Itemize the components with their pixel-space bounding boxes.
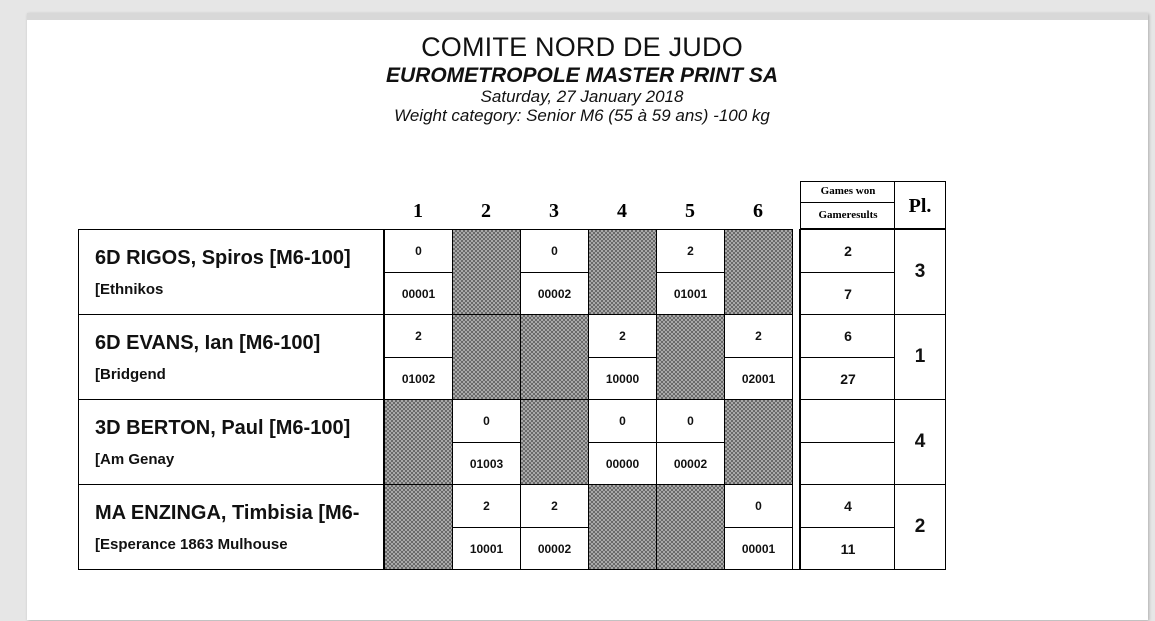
player-cell bbox=[78, 314, 384, 400]
match-result-code: 00001 bbox=[401, 286, 436, 301]
game-results-value bbox=[801, 442, 895, 485]
match-cell bbox=[452, 484, 521, 570]
match-result-code: 01002 bbox=[401, 371, 436, 386]
blocked-cell bbox=[724, 229, 793, 315]
place-value: 4 bbox=[894, 399, 946, 485]
blocked-cell bbox=[588, 484, 657, 570]
match-result-code: 00002 bbox=[673, 456, 708, 471]
blocked-cell bbox=[520, 399, 589, 485]
match-result-code: 00002 bbox=[537, 286, 572, 301]
blocked-cell bbox=[724, 399, 793, 485]
column-number: 6 bbox=[753, 200, 763, 222]
match-result-code: 00000 bbox=[605, 456, 640, 471]
match-cell bbox=[724, 484, 793, 570]
place-value: 3 bbox=[894, 229, 946, 315]
player-name: MA ENZINGA, Timbisia [M6- bbox=[95, 502, 360, 524]
match-score: 0 bbox=[657, 400, 724, 443]
match-score: 2 bbox=[385, 315, 452, 358]
games-won-cell bbox=[800, 229, 895, 315]
match-result-code: 02001 bbox=[741, 371, 776, 386]
games-won-label: Games won bbox=[801, 185, 895, 203]
place-value: 2 bbox=[894, 484, 946, 570]
games-won-value: 4 bbox=[801, 485, 895, 528]
match-score: 0 bbox=[521, 230, 588, 273]
player-club: [Ethnikos bbox=[95, 281, 164, 298]
games-won-value: 2 bbox=[801, 230, 895, 273]
games-won-header bbox=[800, 181, 895, 229]
match-cell bbox=[724, 314, 793, 400]
match-score: 2 bbox=[453, 485, 520, 528]
score-sheet-page bbox=[27, 13, 1148, 620]
blocked-cell bbox=[656, 314, 725, 400]
match-cell bbox=[588, 314, 657, 400]
games-won-cell bbox=[800, 484, 895, 570]
match-result-code: 00001 bbox=[741, 541, 776, 556]
match-score: 0 bbox=[589, 400, 656, 443]
match-result-code: 01001 bbox=[673, 286, 708, 301]
organization-title: COMITE NORD DE JUDO bbox=[421, 32, 743, 62]
column-number: 4 bbox=[617, 200, 627, 222]
match-score: 2 bbox=[657, 230, 724, 273]
match-cell bbox=[384, 229, 453, 315]
player-club: [Am Genay bbox=[95, 451, 175, 468]
match-result-code: 01003 bbox=[469, 456, 504, 471]
column-number: 2 bbox=[481, 200, 491, 222]
player-name: 6D RIGOS, Spiros [M6-100] bbox=[95, 247, 351, 269]
match-score: 2 bbox=[725, 315, 792, 358]
blocked-cell bbox=[452, 229, 521, 315]
match-cell bbox=[452, 399, 521, 485]
tournament-title: EUROMETROPOLE MASTER PRINT SA bbox=[385, 64, 779, 87]
column-number: 5 bbox=[685, 200, 695, 222]
match-result-code: 10000 bbox=[605, 371, 640, 386]
match-result-code: 10001 bbox=[469, 541, 504, 556]
blocked-cell bbox=[520, 314, 589, 400]
blocked-cell bbox=[656, 484, 725, 570]
player-club: [Bridgend bbox=[95, 366, 166, 383]
game-results-value: 11 bbox=[840, 540, 856, 557]
player-cell bbox=[78, 399, 384, 485]
player-cell bbox=[78, 229, 384, 315]
game-results-value: 27 bbox=[840, 370, 856, 387]
game-results-label: Gameresults bbox=[818, 209, 878, 221]
games-won-value: 6 bbox=[801, 315, 895, 358]
match-cell bbox=[588, 399, 657, 485]
blocked-cell bbox=[452, 314, 521, 400]
blocked-cell bbox=[588, 229, 657, 315]
match-score: 0 bbox=[725, 485, 792, 528]
column-number: 3 bbox=[549, 200, 559, 222]
match-result-code: 00002 bbox=[537, 541, 572, 556]
column-separator bbox=[792, 229, 800, 570]
event-date: Saturday, 27 January 2018 bbox=[480, 87, 684, 106]
match-score: 0 bbox=[385, 230, 452, 273]
match-cell bbox=[520, 484, 589, 570]
place-header: Pl. bbox=[894, 181, 946, 229]
match-cell bbox=[384, 314, 453, 400]
games-won-cell bbox=[800, 314, 895, 400]
player-cell bbox=[78, 484, 384, 570]
match-cell bbox=[656, 229, 725, 315]
game-results-value: 7 bbox=[844, 285, 852, 302]
games-won-value bbox=[801, 400, 895, 443]
player-name: 6D EVANS, Ian [M6-100] bbox=[95, 332, 321, 354]
games-won-cell bbox=[800, 399, 895, 485]
player-club: [Esperance 1863 Mulhouse bbox=[95, 536, 288, 553]
match-score: 2 bbox=[589, 315, 656, 358]
player-name: 3D BERTON, Paul [M6-100] bbox=[95, 417, 351, 439]
weight-category: Weight category: Senior M6 (55 à 59 ans) -100 kg bbox=[394, 106, 770, 125]
match-score: 0 bbox=[453, 400, 520, 443]
match-score: 2 bbox=[521, 485, 588, 528]
match-cell bbox=[656, 399, 725, 485]
blocked-cell bbox=[384, 484, 453, 570]
match-cell bbox=[520, 229, 589, 315]
place-value: 1 bbox=[894, 314, 946, 400]
column-number: 1 bbox=[413, 200, 423, 222]
blocked-cell bbox=[384, 399, 453, 485]
